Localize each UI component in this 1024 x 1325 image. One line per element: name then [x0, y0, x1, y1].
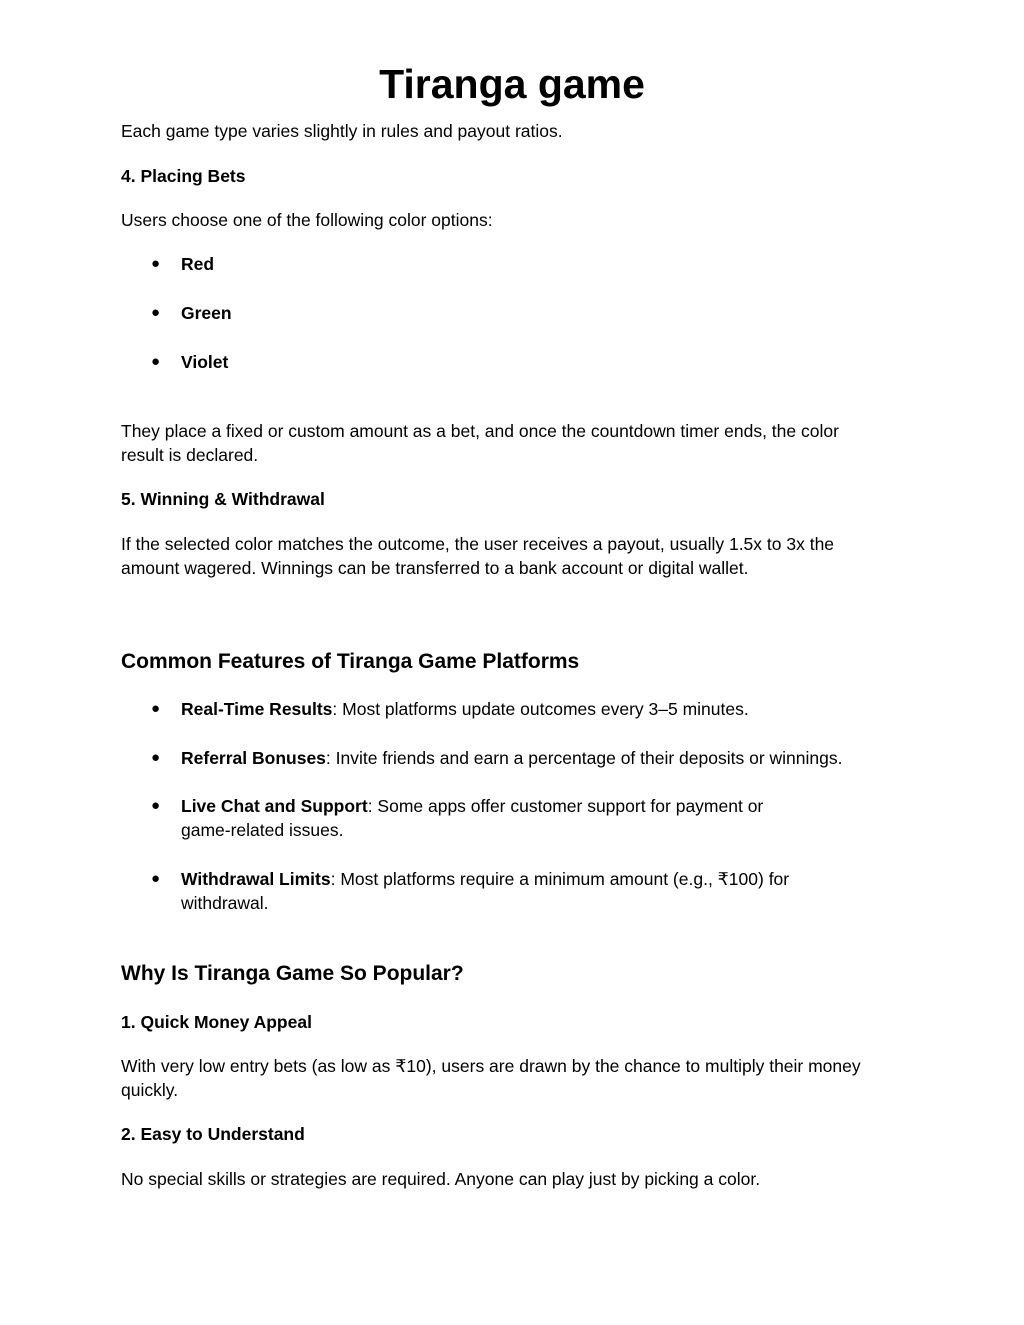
placing-bets-lead: Users choose one of the following color options:	[121, 210, 493, 230]
placing-bets-paragraph-line1: They place a fixed or custom amount as a bet, and once the countdown timer ends, the color	[121, 421, 839, 441]
feature-item-real-time-results	[181, 697, 749, 721]
bullet-icon: ●	[151, 700, 161, 717]
placing-bets-heading: 4. Placing Bets	[121, 166, 246, 186]
features-heading: Common Features of Tiranga Game Platforms	[121, 650, 580, 673]
feature-description: : Most platforms require a minimum amount (e.g., ₹100) for	[330, 869, 790, 889]
feature-term: Referral Bonuses	[181, 748, 326, 768]
feature-item-withdrawal-limits-line2: withdrawal.	[181, 893, 269, 913]
popular-heading: Why Is Tiranga Game So Popular?	[121, 962, 464, 985]
easy-understand-line1: No special skills or strategies are required. Anyone can play just by picking a color.	[121, 1169, 761, 1189]
color-option-green: Green	[181, 303, 232, 323]
winning-paragraph-line2: amount wagered. Winnings can be transferred to a bank account or digital wallet.	[121, 558, 749, 578]
feature-item-live-chat	[181, 794, 763, 818]
feature-description: : Invite friends and earn a percentage of their deposits or winnings.	[325, 748, 843, 768]
easy-understand-heading: 2. Easy to Understand	[121, 1124, 305, 1144]
bullet-icon: ●	[151, 353, 161, 370]
feature-item-withdrawal-limits	[181, 867, 789, 891]
quick-money-heading: 1. Quick Money Appeal	[121, 1012, 312, 1032]
intro-text: Each game type varies slightly in rules and payout ratios.	[121, 121, 563, 141]
bullet-icon: ●	[151, 797, 161, 814]
feature-term: Live Chat and Support	[181, 796, 368, 816]
page-title: Tiranga game	[379, 61, 645, 107]
feature-description: : Some apps offer customer support for payment or	[367, 796, 764, 816]
bullet-icon: ●	[151, 304, 161, 321]
color-option-violet: Violet	[181, 352, 229, 372]
feature-description: : Most platforms update outcomes every 3–5 minutes.	[332, 699, 749, 719]
feature-term: Real-Time Results	[181, 699, 333, 719]
bullet-icon: ●	[151, 749, 161, 766]
feature-item-referral-bonuses	[181, 746, 842, 770]
winning-heading: 5. Winning & Withdrawal	[121, 489, 325, 509]
quick-money-line2: quickly.	[121, 1080, 179, 1100]
placing-bets-paragraph-line2: result is declared.	[121, 445, 259, 465]
bullet-icon: ●	[151, 255, 161, 272]
quick-money-line1: With very low entry bets (as low as ₹10), users are drawn by the chance to multiply their money	[121, 1056, 861, 1076]
winning-paragraph-line1: If the selected color matches the outcome, the user receives a payout, usually 1.5x to 3x the	[121, 534, 835, 554]
bullet-icon: ●	[151, 870, 161, 887]
color-option-red: Red	[181, 254, 215, 274]
feature-item-live-chat-line2: game-related issues.	[181, 820, 344, 840]
feature-term: Withdrawal Limits	[181, 869, 331, 889]
